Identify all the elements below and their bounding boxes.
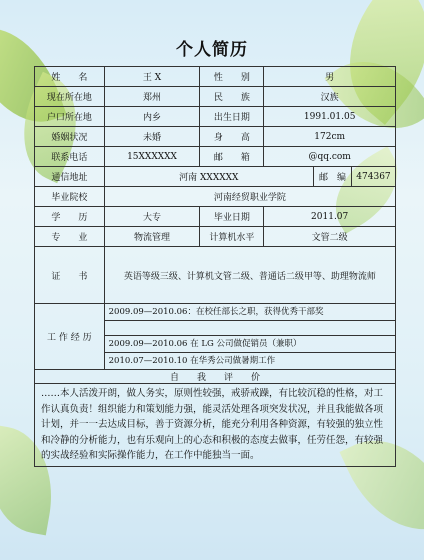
marital-value: 未婚 [104,127,200,147]
table-row [35,167,396,187]
ethnicity-value: 汉族 [264,87,396,107]
zip-value: 474367 [351,167,395,187]
major-label: 专 业 [35,227,105,247]
table-row [35,107,396,127]
table-row [35,147,396,167]
work-item: 2009.09—2010.06：在校任部长之职，获得优秀干部奖 [105,304,395,321]
grad-label: 毕业日期 [200,207,264,227]
school-label: 毕业院校 [35,187,105,207]
table-row [35,207,396,227]
email-label: 邮 箱 [200,147,264,167]
address-label: 通信地址 [35,167,105,187]
ethnicity-label: 民 族 [200,87,264,107]
cert-value: 英语等级三级、计算机文管二级、普通话二级甲等、助理物流师 [104,247,395,304]
table-row [35,67,396,87]
page-title: 个人简历 [176,40,248,60]
hukou-value: 内乡 [104,107,200,127]
table-row [35,304,396,370]
hukou-label: 户口所在地 [35,107,105,127]
table-row [35,87,396,107]
phone-label: 联系电话 [35,147,105,167]
cert-label: 证 书 [35,247,105,304]
birth-value: 1991.01.05 [264,107,396,127]
gender-value: 男 [264,67,396,87]
computer-label: 计算机水平 [200,227,264,247]
grad-value: 2011.07 [264,207,396,227]
location-value: 郑州 [104,87,200,107]
phone-value: 15XXXXXX [104,147,200,167]
zip-label: 邮 编 [314,167,352,187]
email-value: @qq.com [264,147,396,167]
marital-label: 婚姻状况 [35,127,105,147]
table-row [35,227,396,247]
eval-text: ……本人活泼开朗，做人务实，原则性较强，戒骄戒躁，有比较沉稳的性格，对工作认真负责！组织能力和策划能力强，能灵活处理各项突发状况，并且我能做各项计划，并一一去达成目标，善于资源分析，能充分利用各种资源，有较强的独立性和冷静的分析能力，也有乐观向上的心态和积极的态度去做事，任劳任怨，有较强的实战经验和实际操作能力，在工作中能独当一面。 [35,384,396,467]
work-cell [104,304,395,370]
location-label: 现在所在地 [35,87,105,107]
work-gap [105,321,395,336]
edu-label: 学 历 [35,207,105,227]
major-value: 物流管理 [104,227,200,247]
work-item: 2009.09—2010.06 在 LG 公司做促销员（兼职） [105,336,395,353]
height-label: 身 高 [200,127,264,147]
table-row [35,384,396,467]
edu-value: 大专 [104,207,200,227]
name-label: 姓 名 [35,67,105,87]
resume-table [34,66,396,467]
computer-value: 文管二级 [264,227,396,247]
table-row [35,127,396,147]
table-row [35,370,396,384]
school-value: 河南经贸职业学院 [104,187,395,207]
table-row [35,247,396,304]
work-label: 工 作 经 历 [35,304,105,370]
eval-heading: 自 我 评 价 [35,370,396,384]
work-item: 2010.07—2010.10 在华秀公司做暑期工作 [108,356,276,366]
height-value: 172cm [264,127,396,147]
birth-label: 出生日期 [200,107,264,127]
address-value: 河南 XXXXXX [104,167,313,187]
table-row [35,187,396,207]
gender-label: 性 别 [200,67,264,87]
name-value: 王 X [104,67,200,87]
